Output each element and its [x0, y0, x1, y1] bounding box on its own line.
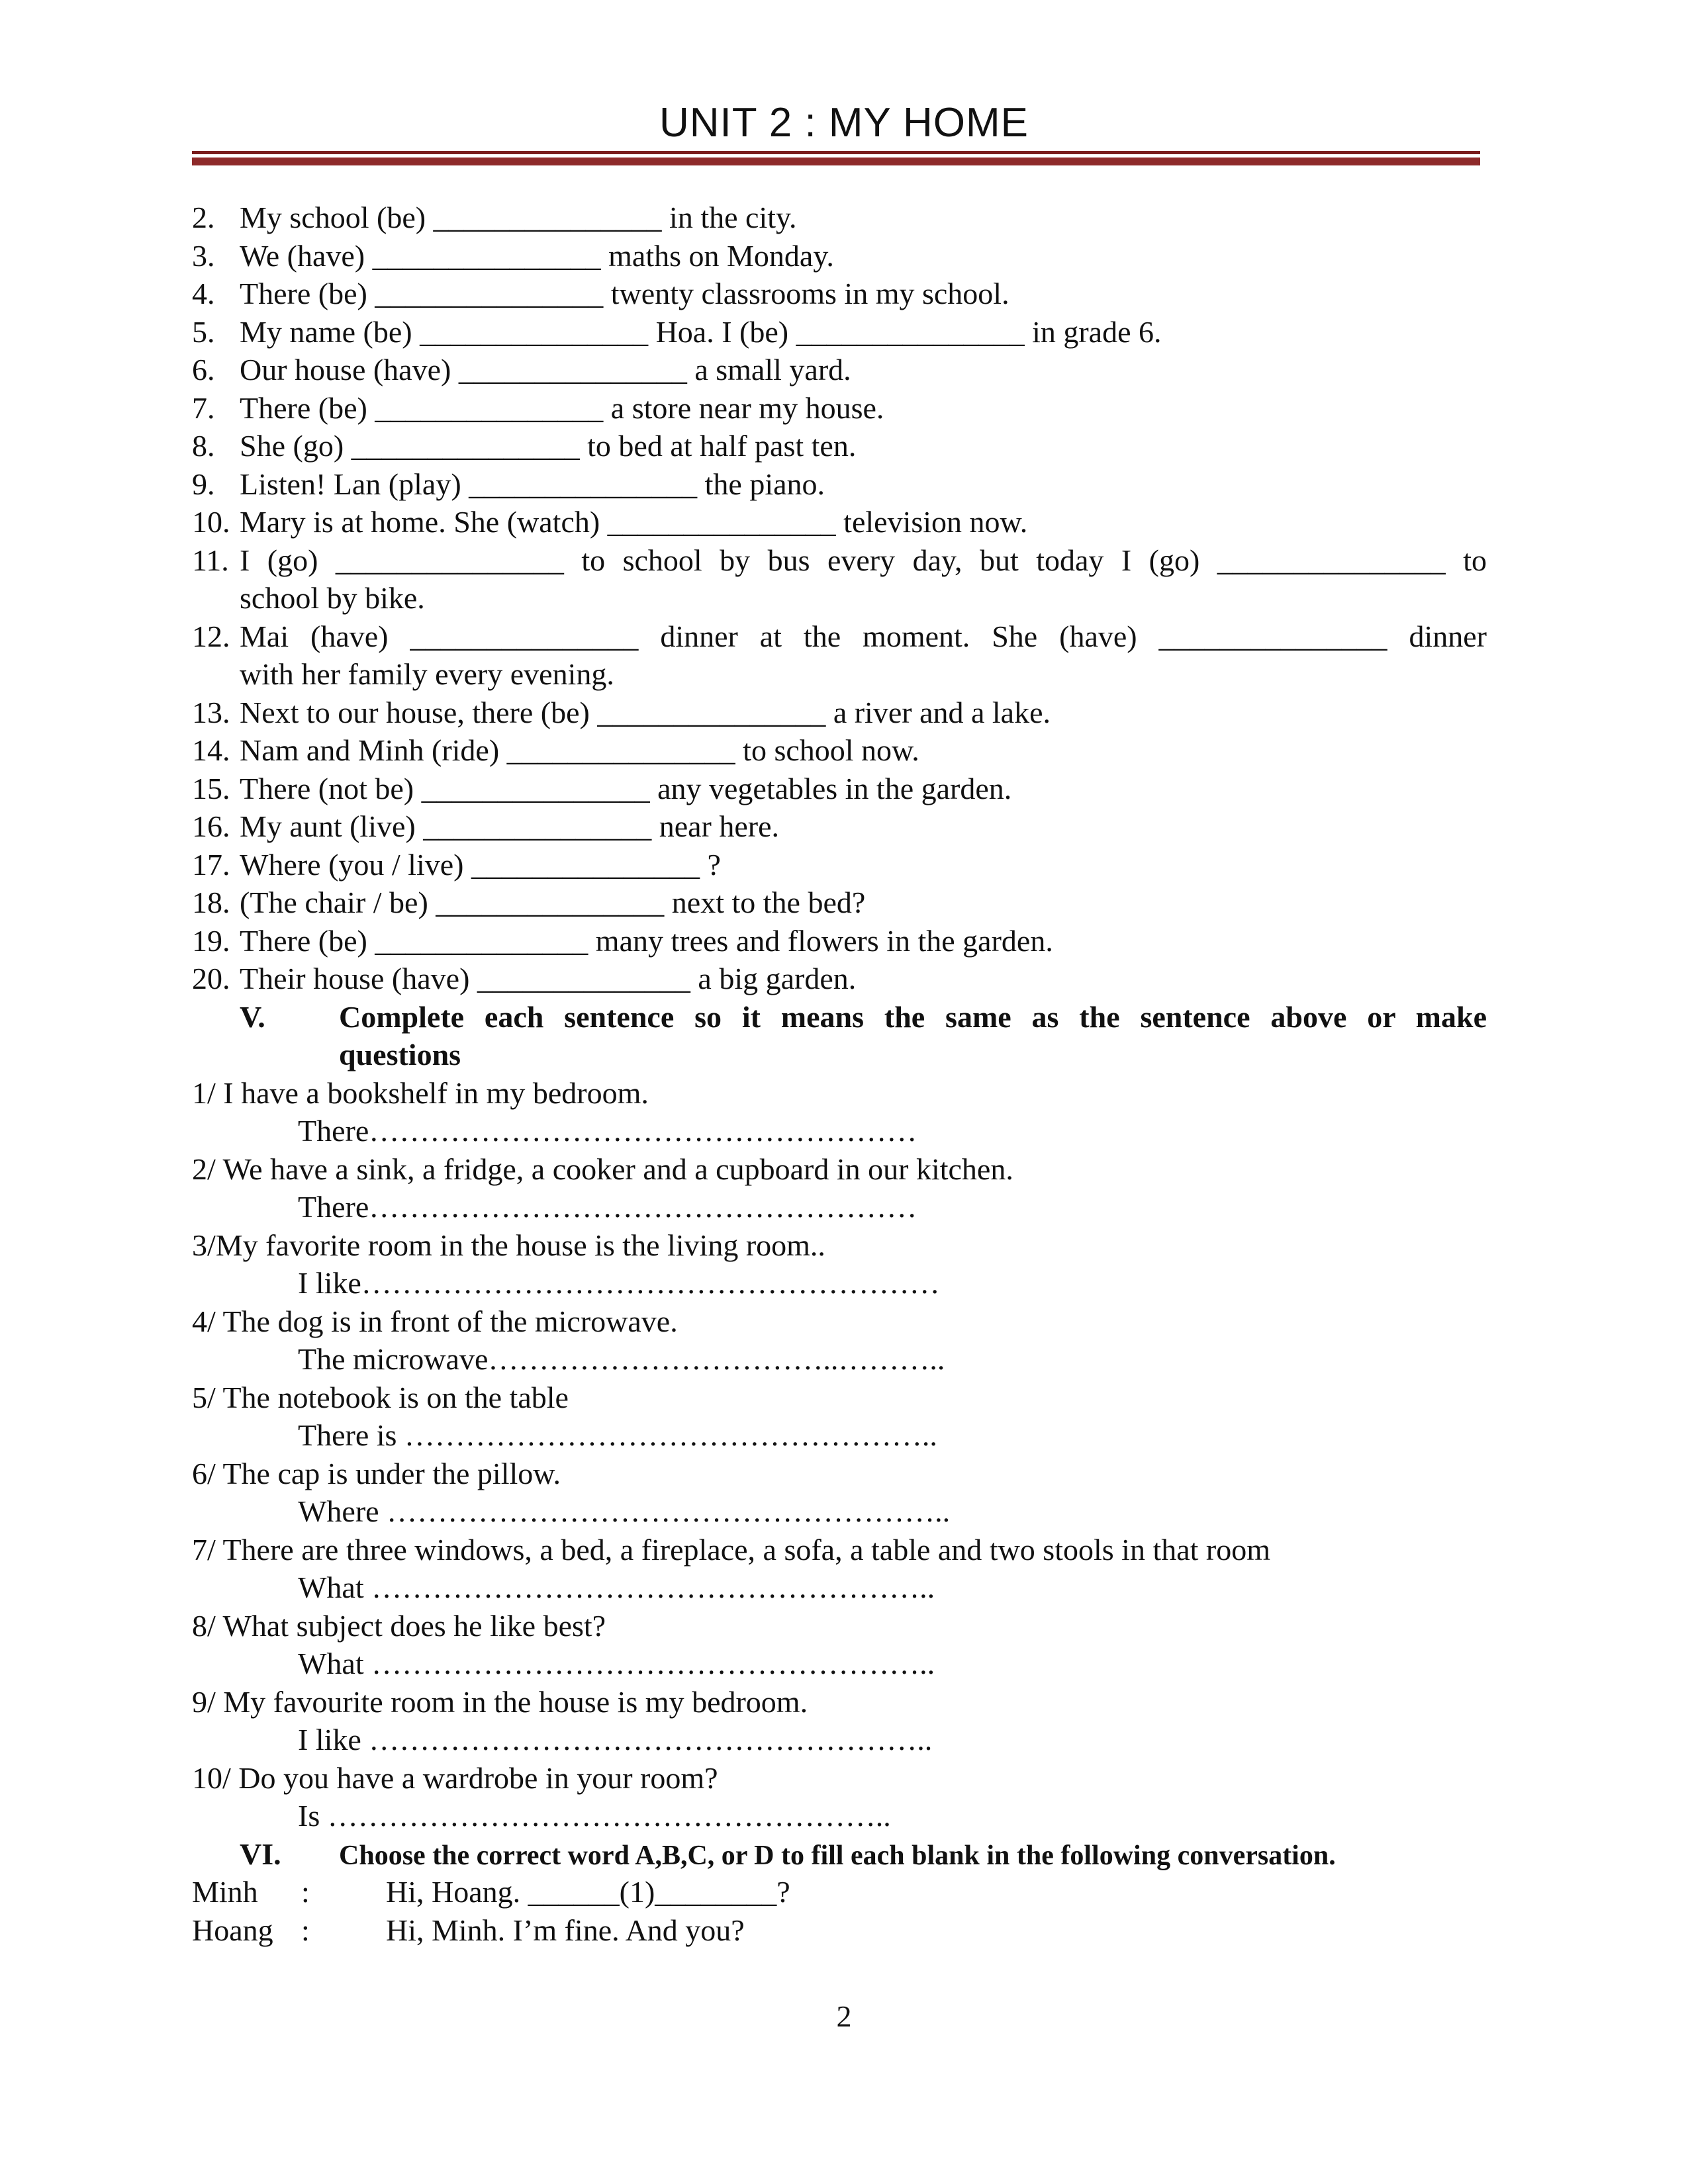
- exercise-text: There (not be) _______________ any vegetables in the garden.: [240, 771, 1012, 805]
- section-vi-numeral: VI.: [240, 1837, 281, 1871]
- exercise-number: 15.: [192, 771, 230, 805]
- transform-answer-line[interactable]: There………………………………………………: [298, 1190, 917, 1224]
- exercise-text: Mary is at home. She (watch) _______________ television now.: [240, 505, 1028, 539]
- header-rule-thick: [192, 158, 1480, 165]
- worksheet-body: [192, 199, 1487, 1949]
- transform-question: 8/ What subject does he like best?: [192, 1608, 606, 1643]
- dialogue-speaker: Hoang: [192, 1913, 273, 1947]
- exercise-item: [192, 541, 1487, 580]
- exercise-number: 8.: [192, 429, 215, 463]
- transform-answer-line[interactable]: What ………………………………………………..: [298, 1570, 935, 1604]
- exercise-item: [192, 313, 1487, 351]
- transform-question: 7/ There are three windows, a bed, a fireplace, a sofa, a table and two stools in that room: [192, 1532, 1271, 1567]
- exercise-number: 7.: [192, 390, 215, 425]
- exercise-number: 13.: [192, 695, 230, 729]
- exercise-text: Their house (have) ______________ a big garden.: [240, 962, 857, 995]
- exercise-number: 19.: [192, 923, 230, 958]
- header-rule-thin: [192, 151, 1480, 154]
- dialogue-line: [192, 1873, 1487, 1911]
- section-vi-title: Choose the correct word A,B,C, or D to fill each blank in the following conversation.: [339, 1840, 1336, 1871]
- exercise-item: [192, 465, 1487, 504]
- exercise-item: [192, 427, 1487, 465]
- exercise-text: Where (you / live) _______________ ?: [240, 847, 721, 882]
- exercise-item: [192, 617, 1487, 656]
- page-title: UNIT 2 : MY HOME: [659, 100, 1029, 146]
- dialogue-line: [192, 1911, 1487, 1950]
- exercise-number: 4.: [192, 277, 215, 310]
- transform-question: 6/ The cap is under the pillow.: [192, 1456, 561, 1490]
- exercise-continuation: school by bike.: [240, 581, 425, 615]
- page-number: 2: [836, 1999, 852, 2033]
- dialogue: [192, 1873, 1487, 1949]
- exercise-item: [192, 237, 1487, 275]
- exercise-number: 18.: [192, 886, 230, 919]
- transform-question: 2/ We have a sink, a fridge, a cooker and a cupboard in our kitchen.: [192, 1152, 1013, 1186]
- exercise-number: 3.: [192, 238, 215, 273]
- section-v-numeral: V.: [240, 999, 265, 1034]
- transform-question: 4/ The dog is in front of the microwave.: [192, 1304, 678, 1338]
- dialogue-colon: :: [301, 1875, 310, 1909]
- dialogue-speaker: Minh: [192, 1875, 258, 1909]
- exercise-number: 16.: [192, 809, 230, 843]
- transform-question: 1/ I have a bookshelf in my bedroom.: [192, 1075, 649, 1110]
- exercise-text: Next to our house, there (be) _______________ a river and a lake.: [240, 695, 1051, 729]
- transform-answer-line[interactable]: I like…………………………………………………: [298, 1266, 940, 1300]
- exercise-number: 14.: [192, 733, 230, 767]
- dialogue-colon: :: [301, 1913, 310, 1947]
- exercise-item: [192, 731, 1487, 770]
- exercise-item: [192, 770, 1487, 808]
- exercise-text: There (be) ______________ many trees and flowers in the garden.: [240, 923, 1053, 958]
- transform-question: 3/My favorite room in the house is the living room..: [192, 1228, 825, 1262]
- exercise-text: I (go) _______________ to school by bus every day, but today I (go) _______________ to: [240, 543, 1487, 577]
- exercise-item: [192, 694, 1487, 732]
- exercise-item: [192, 884, 1487, 922]
- exercise-item: [192, 275, 1487, 313]
- transform-question: 9/ My favourite room in the house is my bedroom.: [192, 1684, 808, 1719]
- exercise-number: 10.: [192, 505, 230, 539]
- transform-answer-line[interactable]: There is ……………………………………………..: [298, 1418, 937, 1452]
- exercise-text: There (be) _______________ twenty classrooms in my school.: [240, 277, 1009, 310]
- section-v-title-line1: Complete each sentence so it means the same as the sentence above or make: [339, 999, 1487, 1034]
- exercise-number: 20.: [192, 962, 230, 995]
- exercise-number: 2.: [192, 201, 215, 234]
- transform-answer-line[interactable]: Is ………………………………………………..: [298, 1799, 891, 1833]
- exercise-text: (The chair / be) _______________ next to the bed?: [240, 886, 866, 919]
- exercise-item: [192, 389, 1487, 428]
- exercise-item: [192, 807, 1487, 846]
- exercise-text: She (go) _______________ to bed at half past ten.: [240, 429, 857, 463]
- exercise-item: [192, 960, 1487, 998]
- dialogue-text: Hi, Hoang. ______(1)________?: [386, 1875, 790, 1909]
- exercise-item: [192, 351, 1487, 389]
- exercise-number: 12.: [192, 619, 230, 653]
- exercise-number: 17.: [192, 847, 230, 882]
- exercise-text: There (be) _______________ a store near my house.: [240, 390, 884, 425]
- transform-answer-line[interactable]: Where ………………………………………………..: [298, 1494, 951, 1528]
- transform-answer-line[interactable]: What ………………………………………………..: [298, 1647, 935, 1680]
- exercise-number: 9.: [192, 467, 215, 501]
- exercise-item: [192, 503, 1487, 541]
- transform-answer-line[interactable]: I like ………………………………………………..: [298, 1723, 933, 1756]
- exercise-text: Nam and Minh (ride) _______________ to school now.: [240, 733, 919, 767]
- dialogue-text: Hi, Minh. I’m fine. And you?: [386, 1913, 745, 1947]
- exercise-text: Mai (have) _______________ dinner at the moment. She (have) _______________ dinner: [240, 619, 1487, 653]
- exercise-number: 5.: [192, 314, 215, 349]
- section-v-heading: [192, 998, 1487, 1036]
- exercise-item: [192, 846, 1487, 884]
- transform-answer-line[interactable]: The microwave……………………………..………..: [298, 1342, 945, 1376]
- exercise-list: [192, 199, 1487, 998]
- exercise-text: My school (be) _______________ in the city.: [240, 201, 797, 234]
- section-v-heading-cont: [192, 1036, 1487, 1074]
- exercise-text: My aunt (live) _______________ near here.: [240, 809, 780, 843]
- section-vi-heading: [192, 1835, 1487, 1874]
- section-v-title-line2: questions: [339, 1038, 461, 1071]
- exercise-text: We (have) _______________ maths on Monday.: [240, 238, 834, 273]
- exercise-item: [192, 922, 1487, 960]
- exercise-text: My name (be) _______________ Hoa. I (be) _______________ in grade 6.: [240, 314, 1162, 349]
- transform-question: 5/ The notebook is on the table: [192, 1380, 569, 1414]
- exercise-text: Our house (have) _______________ a small yard.: [240, 353, 851, 387]
- exercise-number: 11.: [192, 543, 229, 577]
- transform-question: 10/ Do you have a wardrobe in your room?: [192, 1760, 718, 1795]
- exercise-number: 6.: [192, 353, 215, 387]
- exercise-continuation: with her family every evening.: [240, 657, 614, 691]
- exercise-text: Listen! Lan (play) _______________ the piano.: [240, 467, 825, 501]
- exercise-item: [192, 199, 1487, 237]
- transform-list: [192, 1074, 1487, 1835]
- transform-answer-line[interactable]: There………………………………………………: [298, 1114, 917, 1148]
